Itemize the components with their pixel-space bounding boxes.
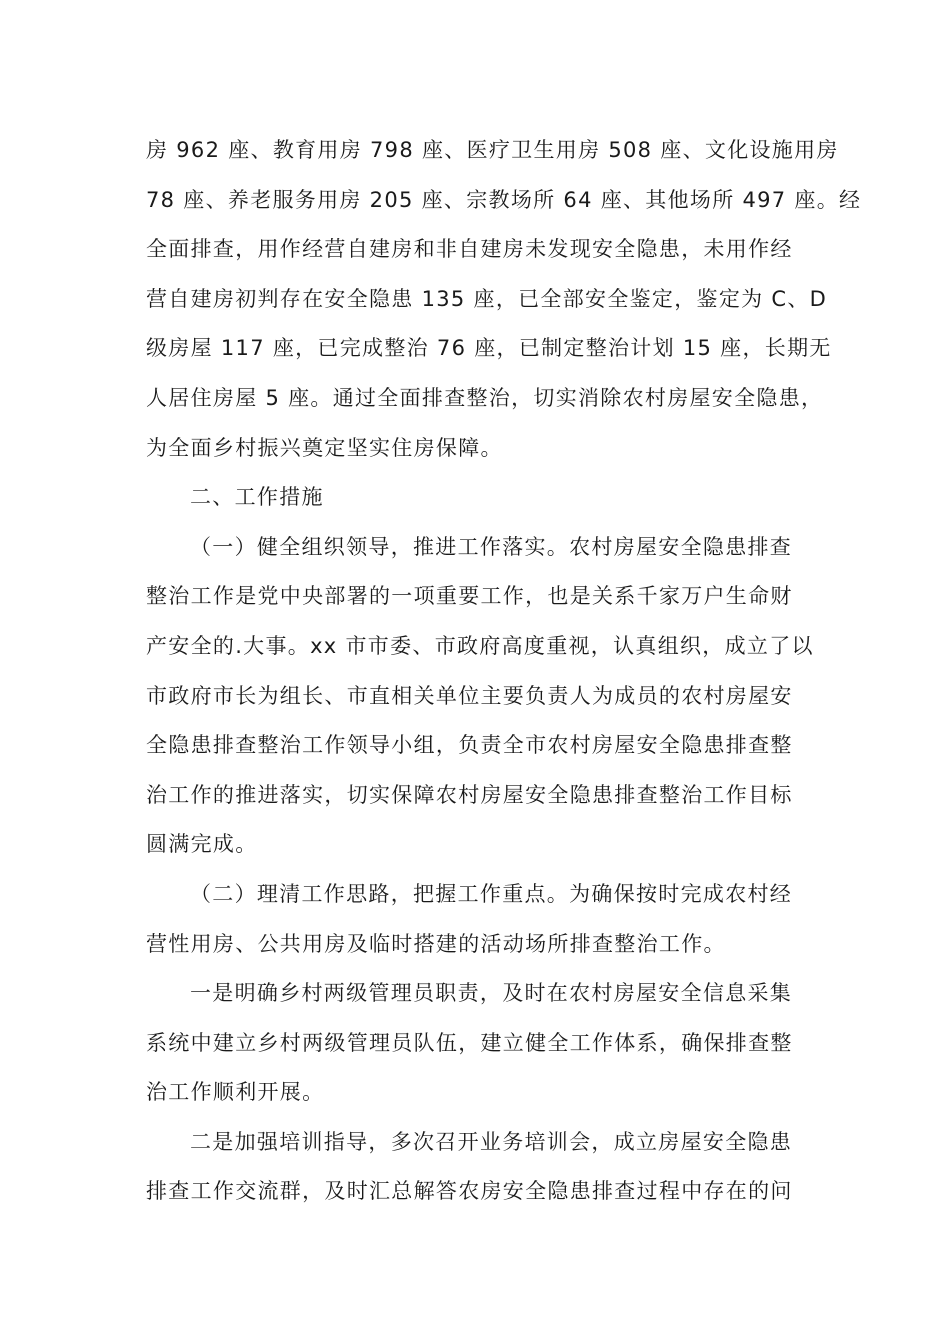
paragraph-first-line: （一）健全组织领导，推进工作落实。农村房屋安全隐患排查: [190, 534, 793, 559]
text-line: 为全面乡村振兴奠定坚实住房保障。: [146, 435, 503, 460]
text-line: 产安全的.大事。xx 市市委、市政府高度重视，认真组织，成立了以: [146, 633, 814, 658]
text-line: 治工作的推进落实，切实保障农村房屋安全隐患排查整治工作目标: [146, 782, 793, 807]
paragraph-first-line: 一是明确乡村两级管理员职责，及时在农村房屋安全信息采集: [190, 981, 793, 1006]
text-line: 级房屋 117 座，已完成整治 76 座，已制定整治计划 15 座，长期无: [146, 336, 832, 361]
text-line: 治工作顺利开展。: [146, 1080, 325, 1105]
text-line: 排查工作交流群，及时汇总解答农房安全隐患排查过程中存在的问: [146, 1179, 793, 1204]
text-line: 圆满完成。: [146, 832, 258, 857]
paragraph-first-line: 二是加强培训指导，多次召开业务培训会，成立房屋安全隐患: [190, 1129, 793, 1154]
text-line: 房 962 座、教育用房 798 座、医疗卫生用房 508 座、文化设施用房: [146, 138, 839, 162]
text-line: 人居住房屋 5 座。通过全面排查整治，切实消除农村房屋安全隐患，: [146, 385, 824, 410]
text-line: 营性用房、公共用房及临时搭建的活动场所排查整治工作。: [146, 931, 726, 956]
text-line: 系统中建立乡村两级管理员队伍，建立健全工作体系，确保排查整: [146, 1030, 793, 1055]
text-line: 78 座、养老服务用房 205 座、宗教场所 64 座、其他场所 497 座。经: [146, 187, 862, 212]
text-line: 市政府市长为组长、市直相关单位主要负责人为成员的农村房屋安: [146, 683, 793, 708]
document-body: [146, 126, 862, 1217]
section-heading: 二、工作措施: [190, 485, 324, 510]
text-line: 整治工作是党中央部署的一项重要工作，也是关系千家万户生命财: [146, 584, 793, 609]
paragraph-first-line: （二）理清工作思路，把握工作重点。为确保按时完成农村经: [190, 881, 793, 906]
text-line: 营自建房初判存在安全隐患 135 座，已全部安全鉴定，鉴定为 C、D: [146, 286, 828, 311]
text-line: 全隐患排查整治工作领导小组，负责全市农村房屋安全隐患排查整: [146, 733, 793, 758]
text-line: 全面排查，用作经营自建房和非自建房未发现安全隐患，未用作经: [146, 237, 793, 262]
